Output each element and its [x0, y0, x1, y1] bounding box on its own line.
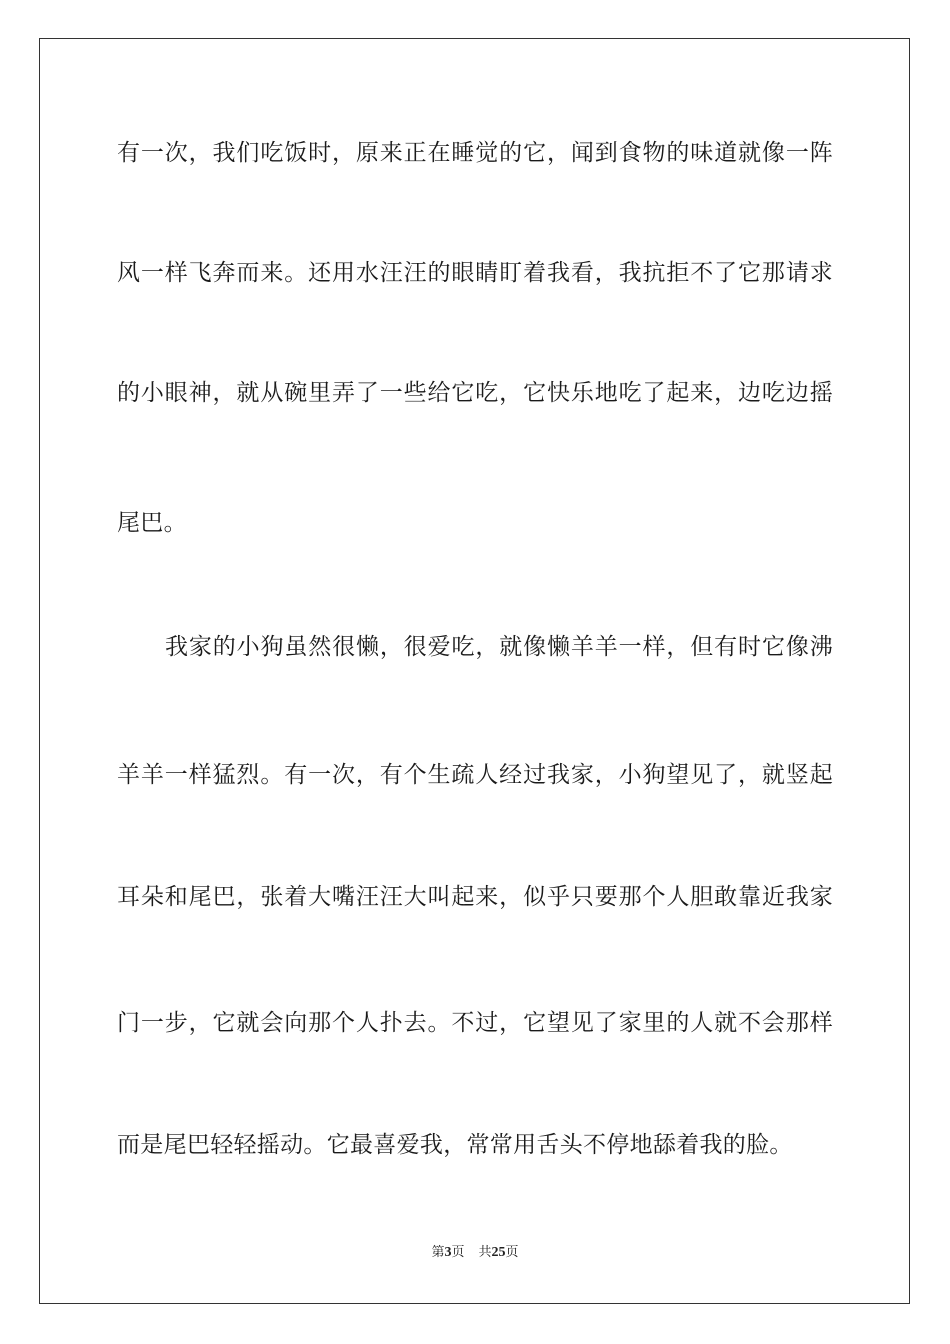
text-line-8: 门一步，它就会向那个人扑去。不过，它望见了家里的人就不会那样 [117, 1010, 833, 1036]
total-prefix: 共 [478, 1245, 492, 1260]
total-pages: 25 [491, 1245, 506, 1260]
text-line-6: 羊羊一样猛烈。有一次，有个生疏人经过我家，小狗望见了，就竖起 [117, 762, 833, 788]
text-line-4: 尾巴。 [117, 510, 187, 536]
text-line-3: 的小眼神，就从碗里弄了一些给它吃，它快乐地吃了起来，边吃边摇 [117, 380, 833, 406]
text-line-7: 耳朵和尾巴，张着大嘴汪汪大叫起来，似乎只要那个人胆敢靠近我家 [117, 884, 833, 910]
text-line-1: 有一次，我们吃饭时，原来正在睡觉的它，闻到食物的味道就像一阵 [117, 140, 833, 166]
page-prefix: 第 [431, 1245, 445, 1260]
text-line-2: 风一样飞奔而来。还用水汪汪的眼睛盯着我看，我抗拒不了它那请求 [117, 260, 833, 286]
page-number: 3 [444, 1245, 452, 1260]
total-suffix: 页 [505, 1245, 519, 1260]
text-line-9: 而是尾巴轻轻摇动。它最喜爱我，常常用舌头不停地舔着我的脸。 [117, 1132, 793, 1158]
text-line-5: 我家的小狗虽然很懒，很爱吃，就像懒羊羊一样，但有时它像沸 [165, 634, 833, 660]
page-footer [0, 1245, 950, 1261]
page-border [39, 38, 910, 1304]
page-suffix: 页 [451, 1245, 465, 1260]
